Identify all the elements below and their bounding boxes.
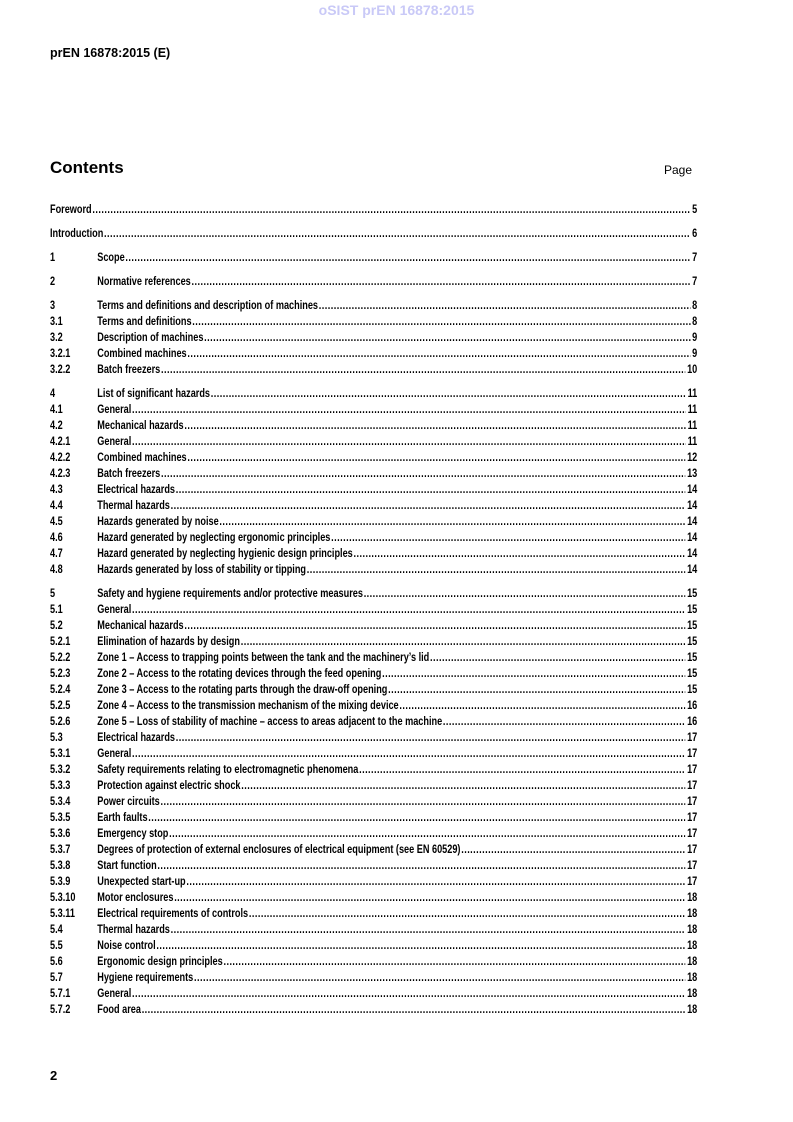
- toc-entry-page: 17: [687, 746, 698, 760]
- dot-leader: [132, 601, 686, 617]
- toc-entry-title: Hazards generated by noise: [97, 514, 219, 528]
- dot-leader: [186, 873, 685, 889]
- dot-leader: [161, 465, 686, 481]
- toc-entry[interactable]: [50, 385, 697, 401]
- dot-leader: [187, 345, 690, 361]
- toc-entry[interactable]: [50, 713, 697, 729]
- toc-entry-number: 4.4: [50, 498, 63, 512]
- toc-entry[interactable]: [50, 345, 697, 361]
- dot-leader: [104, 225, 691, 241]
- toc-entry[interactable]: [50, 329, 697, 345]
- toc-entry[interactable]: [50, 665, 697, 681]
- toc-entry-title: Foreword: [50, 202, 92, 216]
- dot-leader: [142, 1001, 686, 1017]
- toc-entry-title: Zone 5 – Loss of stability of machine – access to areas adjacent to the machine: [97, 714, 443, 728]
- toc-entry-title: Mechanical hazards: [97, 618, 184, 632]
- dot-leader: [184, 417, 686, 433]
- toc-entry-title: List of significant hazards: [97, 386, 211, 400]
- toc-entry-title: General: [97, 986, 132, 1000]
- toc-entry[interactable]: [50, 985, 697, 1001]
- toc-entry-page: 7: [692, 250, 698, 264]
- toc-entry-page: 8: [692, 298, 698, 312]
- toc-entry[interactable]: [50, 857, 697, 873]
- toc-group: [50, 225, 793, 241]
- toc-entry-title: Mechanical hazards: [97, 418, 184, 432]
- document-header: prEN 16878:2015 (E): [50, 46, 171, 60]
- toc-entry[interactable]: [50, 729, 697, 745]
- toc-entry[interactable]: [50, 449, 697, 465]
- toc-entry-title: Electrical hazards: [97, 730, 175, 744]
- toc-entry[interactable]: [50, 681, 697, 697]
- toc-entry-title: Zone 4 – Access to the transmission mechanism of the mixing device: [97, 698, 399, 712]
- toc-entry-number: 5.2.6: [50, 714, 71, 728]
- toc-entry-number: 2: [50, 274, 56, 288]
- toc-entry-page: 18: [687, 938, 698, 952]
- toc-entry-title: Noise control: [97, 938, 156, 952]
- toc-entry-number: 5.5: [50, 938, 63, 952]
- toc-entry-number: 3.2: [50, 330, 63, 344]
- toc-entry-page: 15: [687, 650, 698, 664]
- toc-entry-page: 5: [692, 202, 698, 216]
- toc-entry-title: Description of machines: [97, 330, 204, 344]
- dot-leader: [359, 761, 685, 777]
- toc-entry-page: 16: [687, 714, 698, 728]
- page-number: 2: [50, 1068, 58, 1083]
- toc-entry-title: Zone 1 – Access to trapping points between the tank and the machinery’s lid: [97, 650, 430, 664]
- toc-entry[interactable]: [50, 841, 697, 857]
- dot-leader: [132, 745, 686, 761]
- toc-entry-title: Protection against electric shock: [97, 778, 241, 792]
- toc-entry-page: 15: [687, 602, 698, 616]
- toc-entry-title: Thermal hazards: [97, 498, 170, 512]
- toc-entry-number: 5.1: [50, 602, 63, 616]
- toc-group: [50, 249, 793, 265]
- toc-entry-title: Earth faults: [97, 810, 148, 824]
- toc-entry-title: Introduction: [50, 226, 104, 240]
- toc-entry-page: 15: [687, 586, 698, 600]
- toc-entry-number: 5.2.5: [50, 698, 71, 712]
- dot-leader: [382, 665, 685, 681]
- toc-entry-number: 5.2: [50, 618, 63, 632]
- toc-entry[interactable]: [50, 697, 697, 713]
- toc-entry-title: Electrical hazards: [97, 482, 175, 496]
- toc-entry[interactable]: [50, 201, 697, 217]
- toc-entry-number: 5.2.3: [50, 666, 71, 680]
- toc-entry-number: 5.3: [50, 730, 63, 744]
- dot-leader: [156, 937, 685, 953]
- contents-title: Contents: [50, 158, 124, 177]
- toc-entry[interactable]: [50, 873, 697, 889]
- toc-entry-page: 15: [687, 618, 698, 632]
- toc-entry-number: 5.3.4: [50, 794, 71, 808]
- toc-entry[interactable]: [50, 649, 697, 665]
- toc-entry-number: 5.6: [50, 954, 63, 968]
- dot-leader: [174, 889, 685, 905]
- dot-leader: [148, 809, 685, 825]
- toc-entry[interactable]: [50, 249, 697, 265]
- toc-entry-page: 18: [687, 906, 698, 920]
- dot-leader: [241, 633, 686, 649]
- toc-entry-number: 5.3.5: [50, 810, 71, 824]
- toc-entry-title: Combined machines: [97, 346, 187, 360]
- toc-entry[interactable]: [50, 297, 697, 313]
- toc-entry-page: 9: [692, 346, 698, 360]
- dot-leader: [307, 561, 686, 577]
- toc-entry-number: 4.7: [50, 546, 63, 560]
- toc-entry-page: 14: [687, 514, 698, 528]
- toc-entry-title: Safety requirements relating to electromagnetic phenomena: [97, 762, 359, 776]
- toc-group: [50, 585, 793, 1017]
- toc-entry-page: 11: [687, 386, 698, 400]
- dot-leader: [211, 385, 686, 401]
- dot-leader: [161, 361, 686, 377]
- toc-entry-number: 3.2.1: [50, 346, 71, 360]
- toc-entry-page: 11: [687, 402, 698, 416]
- toc-entry-page: 7: [692, 274, 698, 288]
- toc-entry-number: 5.2.4: [50, 682, 71, 696]
- toc-entry-page: 17: [687, 826, 698, 840]
- dot-leader: [461, 841, 685, 857]
- toc-entry[interactable]: [50, 601, 697, 617]
- toc-entry[interactable]: [50, 777, 697, 793]
- toc-entry-title: Elimination of hazards by design: [97, 634, 240, 648]
- toc-entry[interactable]: [50, 585, 697, 601]
- toc-entry-number: 5.2.2: [50, 650, 71, 664]
- dot-leader: [125, 249, 690, 265]
- toc-entry-title: Terms and definitions and description of machines: [97, 298, 319, 312]
- toc-entry-page: 17: [687, 762, 698, 776]
- toc-entry[interactable]: [50, 497, 697, 513]
- toc-entry-page: 9: [692, 330, 698, 344]
- dot-leader: [171, 497, 686, 513]
- dot-leader: [176, 481, 686, 497]
- toc-entry-page: 17: [687, 794, 698, 808]
- toc-entry[interactable]: [50, 745, 697, 761]
- dot-leader: [132, 401, 686, 417]
- dot-leader: [160, 793, 685, 809]
- dot-leader: [331, 529, 685, 545]
- dot-leader: [157, 857, 685, 873]
- dot-leader: [399, 697, 685, 713]
- toc-entry-title: Electrical requirements of controls: [97, 906, 249, 920]
- toc-entry-title: Terms and definitions: [97, 314, 192, 328]
- dot-leader: [364, 585, 686, 601]
- toc-entry-title: Scope: [97, 250, 125, 264]
- toc-entry-page: 18: [687, 890, 698, 904]
- toc-entry-page: 11: [687, 418, 698, 432]
- toc-entry-page: 17: [687, 810, 698, 824]
- dot-leader: [176, 729, 686, 745]
- toc-entry-page: 18: [687, 986, 698, 1000]
- toc-entry[interactable]: [50, 969, 697, 985]
- toc-entry-title: Safety and hygiene requirements and/or protective measures: [97, 586, 363, 600]
- toc-entry-title: Power circuits: [97, 794, 160, 808]
- toc-entry-number: 4.6: [50, 530, 63, 544]
- toc-entry-page: 8: [692, 314, 698, 328]
- toc-entry[interactable]: [50, 889, 697, 905]
- toc-entry-number: 4.2: [50, 418, 63, 432]
- toc-entry-number: 5.3.11: [50, 906, 75, 920]
- toc-group: [50, 201, 793, 217]
- toc-entry[interactable]: [50, 361, 697, 377]
- toc-entry[interactable]: [50, 825, 697, 841]
- toc-entry-page: 6: [692, 226, 698, 240]
- toc-entry-title: Degrees of protection of external enclosures of electrical equipment (see EN 60529): [97, 842, 461, 856]
- dot-leader: [204, 329, 691, 345]
- toc-entry-page: 18: [687, 922, 698, 936]
- dot-leader: [169, 825, 685, 841]
- dot-leader: [194, 969, 686, 985]
- toc-entry-page: 17: [687, 778, 698, 792]
- toc-entry-page: 15: [687, 666, 698, 680]
- toc-entry-title: Normative references: [97, 274, 191, 288]
- dot-leader: [241, 777, 685, 793]
- toc-entry-number: 4.5: [50, 514, 63, 528]
- toc-entry-number: 4.2.2: [50, 450, 71, 464]
- toc-entry[interactable]: [50, 465, 697, 481]
- toc-entry[interactable]: [50, 417, 697, 433]
- toc-entry-number: 5.2.1: [50, 634, 71, 648]
- toc-entry-number: 4.2.1: [50, 434, 71, 448]
- toc-entry-title: General: [97, 746, 132, 760]
- dot-leader: [187, 449, 685, 465]
- dot-leader: [132, 985, 686, 1001]
- toc-entry[interactable]: [50, 937, 697, 953]
- toc-entry-number: 4: [50, 386, 56, 400]
- toc-entry-number: 5.4: [50, 922, 63, 936]
- toc-entry-number: 5.3.8: [50, 858, 71, 872]
- toc-entry-page: 15: [687, 634, 698, 648]
- toc-entry-number: 5: [50, 586, 56, 600]
- dot-leader: [430, 649, 686, 665]
- toc-entry[interactable]: [50, 921, 697, 937]
- toc-entry-page: 10: [687, 362, 698, 376]
- toc-entry-number: 3.1: [50, 314, 63, 328]
- toc-entry[interactable]: [50, 633, 697, 649]
- toc-entry-title: Batch freezers: [97, 466, 161, 480]
- toc-entry-number: 5.3.6: [50, 826, 71, 840]
- toc-entry-title: Hazards generated by loss of stability or tipping: [97, 562, 307, 576]
- toc-entry[interactable]: [50, 953, 697, 969]
- toc-entry-title: Zone 3 – Access to the rotating parts through the draw-off opening: [97, 682, 388, 696]
- dot-leader: [184, 617, 685, 633]
- toc-entry-title: Batch freezers: [97, 362, 161, 376]
- toc-entry-page: 14: [687, 562, 698, 576]
- toc-entry-number: 3: [50, 298, 56, 312]
- toc-entry-number: 5.3.2: [50, 762, 71, 776]
- watermark: oSIST prEN 16878:2015: [318, 2, 475, 18]
- toc-entry-number: 5.7.1: [50, 986, 71, 1000]
- toc-entry[interactable]: [50, 529, 697, 545]
- toc-entry-page: 17: [687, 842, 698, 856]
- dot-leader: [132, 433, 686, 449]
- toc-entry-page: 16: [687, 698, 698, 712]
- toc-entry-title: Motor enclosures: [97, 890, 174, 904]
- toc-entry-number: 4.1: [50, 402, 63, 416]
- toc-entry-title: Food area: [97, 1002, 141, 1016]
- dot-leader: [191, 273, 690, 289]
- dot-leader: [249, 905, 686, 921]
- toc-entry-number: 5.3.9: [50, 874, 71, 888]
- toc-entry-page: 18: [687, 970, 698, 984]
- dot-leader: [353, 545, 685, 561]
- toc-entry-page: 17: [687, 874, 698, 888]
- toc-entry-number: 5.7: [50, 970, 63, 984]
- toc-entry-title: Start function: [97, 858, 157, 872]
- toc-entry-title: Combined machines: [97, 450, 187, 464]
- dot-leader: [192, 313, 690, 329]
- toc-entry-page: 15: [687, 682, 698, 696]
- toc-entry[interactable]: [50, 1001, 697, 1017]
- toc-entry-title: Hazard generated by neglecting hygienic design principles: [97, 546, 353, 560]
- toc-entry[interactable]: [50, 905, 697, 921]
- toc-entry[interactable]: [50, 513, 697, 529]
- toc-entry[interactable]: [50, 793, 697, 809]
- toc-entry-title: Zone 2 – Access to the rotating devices through the feed opening: [97, 666, 382, 680]
- toc-entry-page: 14: [687, 482, 698, 496]
- toc-entry-title: Emergency stop: [97, 826, 169, 840]
- toc-entry-page: 14: [687, 498, 698, 512]
- toc-entry[interactable]: [50, 433, 697, 449]
- toc-entry[interactable]: [50, 617, 697, 633]
- toc-entry[interactable]: [50, 809, 697, 825]
- toc-entry-number: 5.3.3: [50, 778, 71, 792]
- toc-entry-page: 18: [687, 1002, 698, 1016]
- toc-entry-number: 4.3: [50, 482, 63, 496]
- dot-leader: [319, 297, 691, 313]
- toc-entry[interactable]: [50, 273, 697, 289]
- toc-entry-title: General: [97, 602, 132, 616]
- toc-entry-page: 18: [687, 954, 698, 968]
- toc-entry[interactable]: [50, 761, 697, 777]
- toc-entry-page: 14: [687, 546, 698, 560]
- toc-entry[interactable]: [50, 481, 697, 497]
- dot-leader: [92, 201, 690, 217]
- dot-leader: [219, 513, 685, 529]
- toc-entry[interactable]: [50, 225, 697, 241]
- toc-entry-title: Hygiene requirements: [97, 970, 194, 984]
- toc-entry-number: 5.3.7: [50, 842, 71, 856]
- table-of-contents: [50, 201, 793, 1025]
- toc-group: [50, 273, 793, 289]
- toc-entry[interactable]: [50, 545, 697, 561]
- toc-entry-number: 5.7.2: [50, 1002, 71, 1016]
- dot-leader: [223, 953, 685, 969]
- toc-entry[interactable]: [50, 561, 697, 577]
- toc-entry[interactable]: [50, 313, 697, 329]
- toc-group: [50, 297, 793, 377]
- toc-entry-page: 12: [687, 450, 698, 464]
- toc-entry-number: 5.3.10: [50, 890, 76, 904]
- dot-leader: [388, 681, 685, 697]
- toc-entry-number: 3.2.2: [50, 362, 71, 376]
- toc-entry-page: 17: [687, 730, 698, 744]
- toc-entry-number: 4.8: [50, 562, 63, 576]
- toc-entry-page: 14: [687, 530, 698, 544]
- toc-group: [50, 385, 793, 577]
- toc-entry-number: 1: [50, 250, 56, 264]
- toc-entry-title: General: [97, 402, 132, 416]
- page-column-label: Page: [664, 163, 693, 177]
- toc-entry-title: Unexpected start-up: [97, 874, 186, 888]
- dot-leader: [443, 713, 686, 729]
- toc-entry-number: 4.2.3: [50, 466, 71, 480]
- toc-entry-title: Thermal hazards: [97, 922, 170, 936]
- toc-entry-number: 5.3.1: [50, 746, 71, 760]
- toc-entry-page: 17: [687, 858, 698, 872]
- toc-entry-page: 13: [687, 466, 698, 480]
- dot-leader: [171, 921, 686, 937]
- toc-entry[interactable]: [50, 401, 697, 417]
- toc-entry-title: Ergonomic design principles: [97, 954, 223, 968]
- toc-entry-title: Hazard generated by neglecting ergonomic principles: [97, 530, 331, 544]
- toc-entry-page: 11: [687, 434, 698, 448]
- toc-entry-title: General: [97, 434, 132, 448]
